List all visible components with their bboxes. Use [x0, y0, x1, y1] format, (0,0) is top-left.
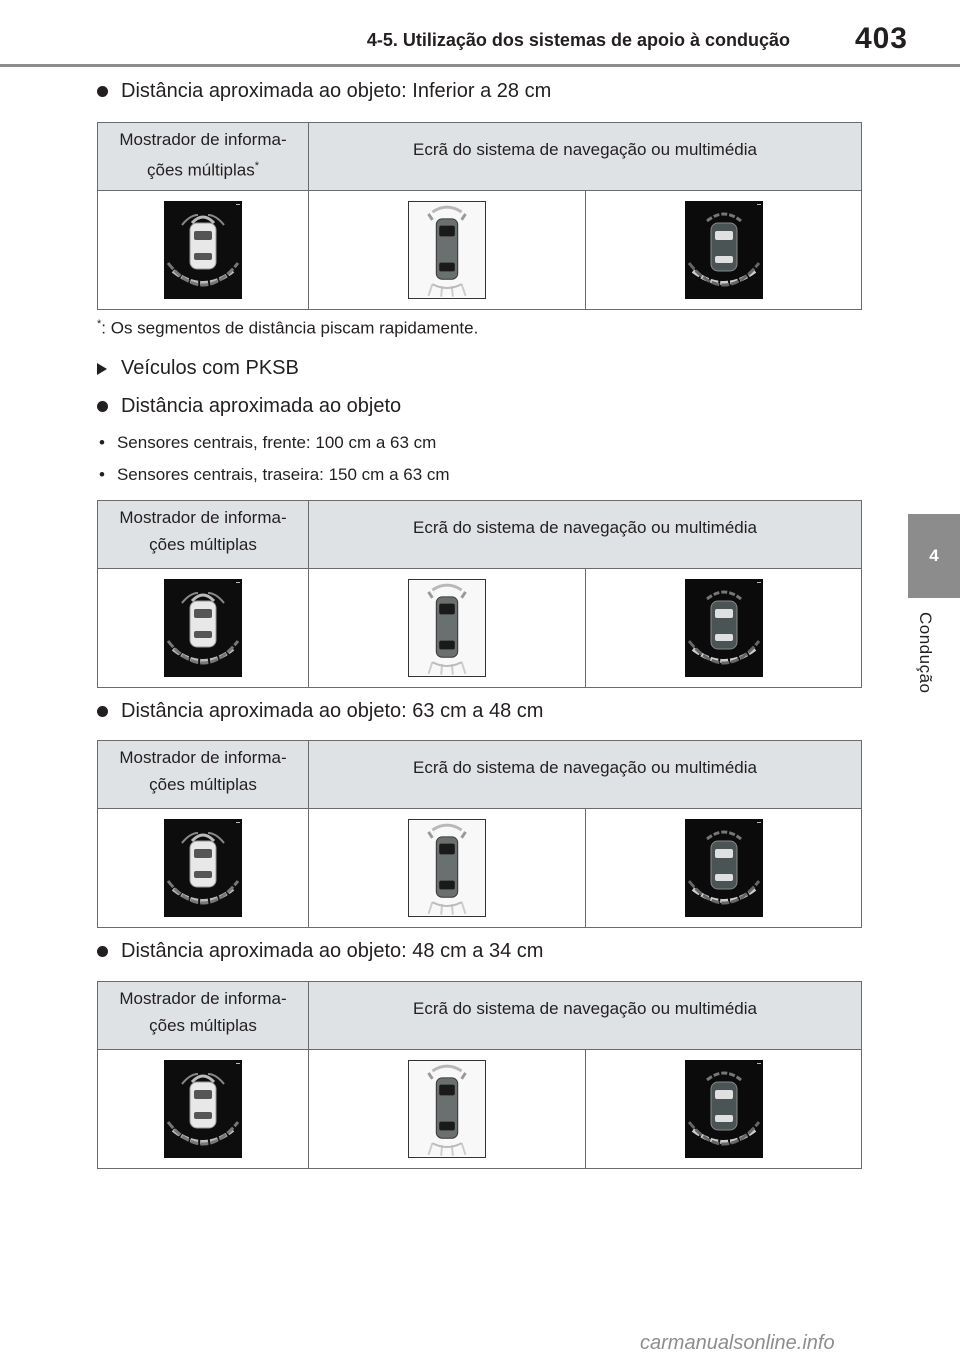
- cell-nav-dark: [586, 191, 861, 309]
- nav-screen-light-image: [408, 201, 486, 299]
- cell-nav-dark: [586, 809, 861, 927]
- table-row: [98, 809, 861, 927]
- section-text: Distância aproximada ao objeto: 48 cm a 34 cm: [121, 940, 544, 962]
- page-number: 403: [854, 22, 908, 55]
- nav-screen-light-image: [408, 819, 486, 917]
- header-nav-screen: Ecrã do sistema de navegação ou multimédia: [413, 758, 757, 777]
- chapter-section-title: 4-5. Utilização dos sistemas de apoio à condução: [366, 30, 790, 50]
- nav-screen-dark-image: [685, 1060, 763, 1158]
- header-multi-info-display: [98, 982, 309, 1049]
- chapter-number: 4: [929, 546, 939, 565]
- header-nav-screen: Ecrã do sistema de navegação ou multimédia: [413, 999, 757, 1018]
- section-heading: [97, 395, 401, 418]
- col1-line2: ções múltiplas: [147, 160, 255, 180]
- multi-info-display-image: [164, 579, 242, 677]
- footnote-marker: *: [254, 160, 259, 172]
- list-item-text: Sensores centrais, frente: 100 cm a 63 cm: [116, 433, 437, 452]
- bullet-mark: •: [99, 433, 105, 452]
- cell-nav-dark: [586, 569, 861, 687]
- watermark: carmanualsonline.info: [640, 1332, 835, 1354]
- header-nav-screen: Ecrã do sistema de navegação ou multimédia: [413, 518, 757, 537]
- header-multi-info-display: [98, 123, 309, 190]
- footnote: [97, 318, 478, 339]
- nav-screen-dark-image: [685, 819, 763, 917]
- bullet-mark: •: [99, 465, 105, 484]
- table-header: [98, 741, 861, 809]
- col1-line2: ções múltiplas: [149, 775, 257, 794]
- section-text: Distância aproximada ao objeto: Inferior a 28 cm: [121, 80, 552, 102]
- col1-line1: Mostrador de informa-: [119, 989, 287, 1008]
- section-text: Distância aproximada ao objeto: 63 cm a 48 cm: [121, 700, 544, 722]
- cell-nav-light: [309, 569, 586, 687]
- section-text: Veículos com PKSB: [121, 357, 299, 379]
- nav-screen-dark-image: [685, 579, 763, 677]
- col1-line1: Mostrador de informa-: [119, 508, 287, 527]
- chapter-label: Condução: [916, 612, 935, 694]
- cell-nav-dark: [586, 1050, 861, 1168]
- table-header: [98, 501, 861, 569]
- section-heading: [97, 940, 543, 963]
- cell-nav-light: [309, 191, 586, 309]
- header-multi-info-display: [98, 501, 309, 568]
- cell-nav-light: [309, 809, 586, 927]
- col1-line1: Mostrador de informa-: [119, 748, 287, 767]
- cell-multi-info: [98, 809, 309, 927]
- bullet-icon: [97, 946, 108, 957]
- table-row: [98, 569, 861, 687]
- chapter-tab[interactable]: [908, 514, 960, 598]
- col1-line1: Mostrador de informa-: [119, 130, 287, 149]
- table-header: [98, 982, 861, 1050]
- list-item-text: Sensores centrais, traseira: 150 cm a 63 cm: [116, 465, 450, 484]
- header-multi-info-display: [98, 741, 309, 808]
- col1-line2: ções múltiplas: [149, 535, 257, 554]
- bullet-icon: [97, 86, 108, 97]
- cell-nav-light: [309, 1050, 586, 1168]
- nav-screen-light-image: [408, 579, 486, 677]
- table-header: [98, 123, 861, 191]
- col1-line2: ções múltiplas: [149, 1016, 257, 1035]
- bullet-icon: [97, 401, 108, 412]
- multi-info-display-image: [164, 819, 242, 917]
- nav-screen-dark-image: [685, 201, 763, 299]
- section-heading: [97, 80, 551, 103]
- subsection-heading: [97, 357, 299, 380]
- footnote-text: : Os segmentos de distância piscam rapidamente.: [101, 318, 479, 338]
- bullet-icon: [97, 706, 108, 717]
- table-row: [98, 191, 861, 309]
- cell-multi-info: [98, 569, 309, 687]
- cell-multi-info: [98, 1050, 309, 1168]
- multi-info-display-image: [164, 1060, 242, 1158]
- list-item: [99, 465, 450, 485]
- list-item: [99, 433, 436, 453]
- nav-screen-light-image: [408, 1060, 486, 1158]
- footnote-mark: *: [97, 318, 102, 330]
- cell-multi-info: [98, 191, 309, 309]
- triangle-bullet-icon: [97, 363, 107, 375]
- chapter-label-box: [900, 612, 950, 722]
- header-divider: [0, 64, 960, 67]
- display-table: [97, 500, 862, 688]
- table-row: [98, 1050, 861, 1168]
- header-nav-screen: Ecrã do sistema de navegação ou multimédia: [413, 140, 757, 159]
- multi-info-display-image: [164, 201, 242, 299]
- display-table: [97, 122, 862, 310]
- display-table: [97, 981, 862, 1169]
- section-text: Distância aproximada ao objeto: [121, 395, 402, 417]
- display-table: [97, 740, 862, 928]
- section-heading: [97, 700, 543, 723]
